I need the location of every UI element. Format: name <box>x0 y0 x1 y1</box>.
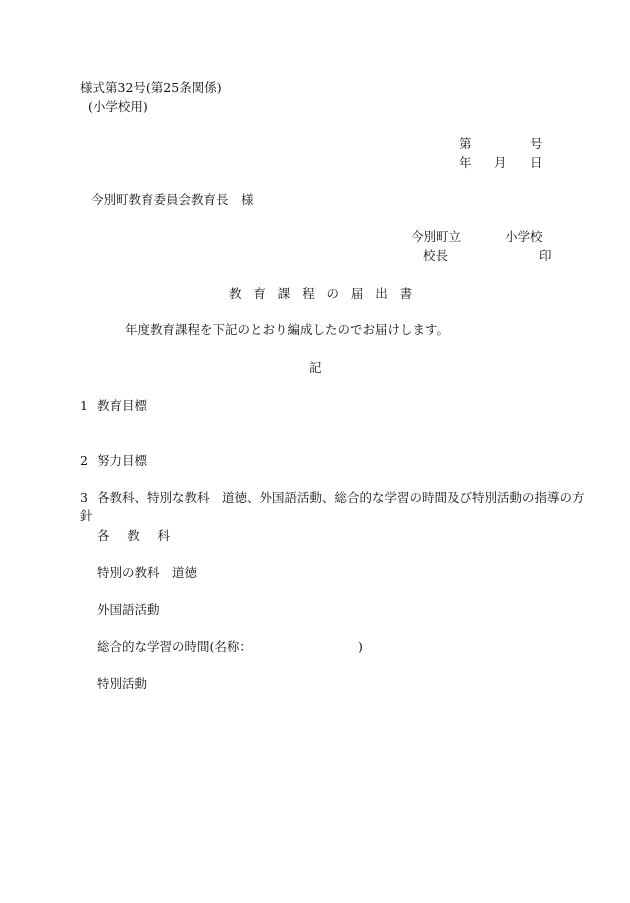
sender-town: 今別町立 <box>411 229 462 244</box>
subsection-kakukyouka: 各 教 科 <box>97 528 177 543</box>
date-month: 月 <box>494 155 507 170</box>
section-3-label-continued: 針 <box>80 508 93 523</box>
sender-principal: 校長 <box>423 248 449 263</box>
document-number-dai: 第 <box>459 136 472 151</box>
section-3-label: 各教科、特別な教科 道徳、外国語活動、総合的な学習の時間及び特別活動の指導の方 <box>97 490 585 505</box>
subsection-sougou-close-paren: ) <box>358 639 363 654</box>
subsection-gaikokugo: 外国語活動 <box>97 602 160 617</box>
subsection-doutoku: 特別の教科 道徳 <box>97 565 198 580</box>
section-1-number: 1 <box>80 398 88 413</box>
subsection-tokubetsu-katsudou: 特別活動 <box>97 676 148 691</box>
date-day: 日 <box>530 155 543 170</box>
form-type: (小学校用) <box>88 99 148 114</box>
document-number-go: 号 <box>530 136 543 151</box>
recipient: 今別町教育委員会教育長 様 <box>91 192 254 207</box>
ki-heading: 記 <box>309 360 322 375</box>
section-2-number: 2 <box>80 453 88 468</box>
section-2-label: 努力目標 <box>97 453 148 468</box>
intro-text: 年度教育課程を下記のとおり編成したのでお届けします。 <box>125 322 450 337</box>
seal-mark: 印 <box>539 248 552 263</box>
form-number: 様式第32号(第25条関係) <box>80 80 222 95</box>
section-1-label: 教育目標 <box>97 398 148 413</box>
document-title: 教育課程の届出書 <box>229 286 425 301</box>
date-year: 年 <box>459 155 472 170</box>
sender-school: 小学校 <box>505 229 543 244</box>
section-3-number: 3 <box>80 490 88 505</box>
subsection-sougou: 総合的な学習の時間(名称： <box>97 639 252 654</box>
